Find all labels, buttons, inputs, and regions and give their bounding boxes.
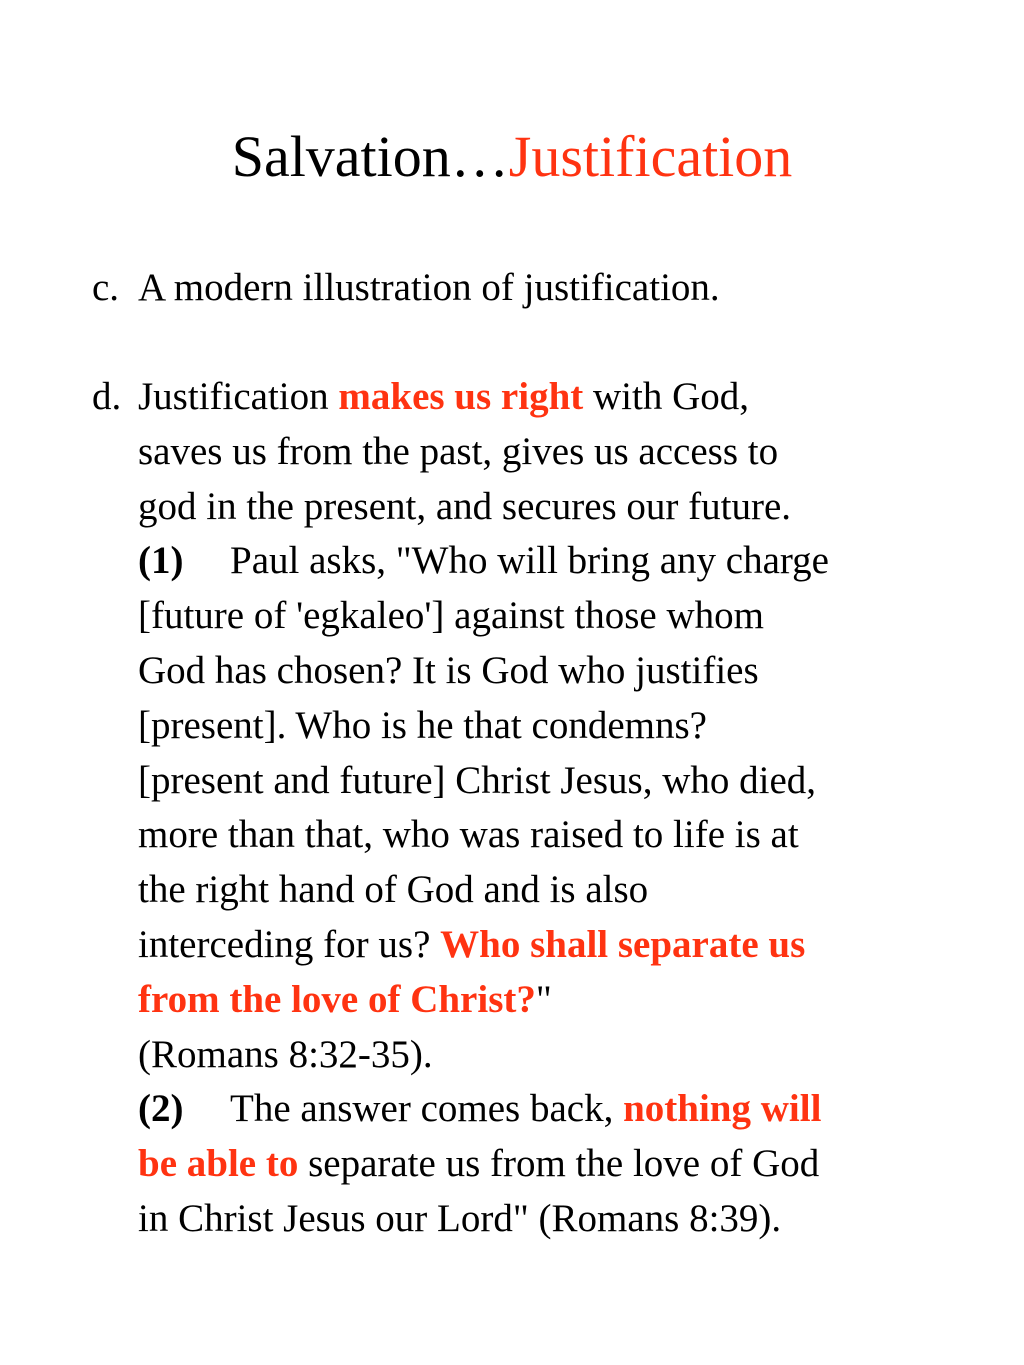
item-d-line-3: god in the present, and secures our future. <box>138 484 792 528</box>
point-1-line-5: [present and future] Christ Jesus, who died, <box>138 758 817 802</box>
item-d-intro-end: with God, <box>583 375 749 418</box>
point-1-line-4: [present]. Who is he that condemns? <box>138 703 707 747</box>
point-1-line-2: [future of 'egkaleo'] against those whom <box>138 594 764 638</box>
item-d-line-2: saves us from the past, gives us access to <box>138 429 779 473</box>
title-main: Salvation… <box>231 124 509 189</box>
point-1-line-3: God has chosen? It is God who justifies <box>138 648 759 692</box>
point-1-highlight-9: from the love of Christ? <box>138 977 536 1021</box>
item-c-body <box>138 261 968 316</box>
point-1-highlight-8: Who shall separate us <box>440 922 806 966</box>
item-d-marker: d. <box>92 375 122 418</box>
item-d-line-1 <box>138 370 968 425</box>
item-d-intro-highlight: makes us right <box>338 375 584 418</box>
point-2-text-2: separate us from the love of God <box>298 1142 820 1186</box>
point-2-highlight-2: be able to <box>138 1142 299 1186</box>
point-1-line-6: more than that, who was raised to life is at <box>138 813 799 857</box>
point-2-line-1 <box>138 1082 968 1137</box>
point-2-label: (2) <box>138 1087 184 1131</box>
slide-title <box>0 122 1024 192</box>
point-1-citation: (Romans 8:32-35). <box>138 1032 433 1076</box>
point-1-text-9: " <box>535 977 552 1021</box>
title-accent: Justification <box>508 124 793 189</box>
item-d-body <box>138 370 968 1247</box>
item-c-marker: c. <box>92 266 120 309</box>
point-1-line-7: the right hand of God and is also <box>138 868 649 912</box>
point-1-text-8: interceding for us? <box>138 922 441 966</box>
point-2-line-3: in Christ Jesus our Lord" (Romans 8:39). <box>138 1196 782 1240</box>
item-c-text: A modern illustration of justification. <box>138 266 720 309</box>
point-2-text-1: The answer comes back, <box>230 1087 624 1131</box>
point-1-line-8 <box>138 918 968 973</box>
point-1-text-1: Paul asks, "Who will bring any charge <box>230 539 829 583</box>
point-2-line-2 <box>138 1137 968 1192</box>
point-2-highlight-1: nothing will <box>623 1087 822 1131</box>
point-1-line-9 <box>138 973 968 1028</box>
item-d-intro-start: Justification <box>138 375 339 418</box>
point-1-line-1 <box>138 534 968 589</box>
point-1-label: (1) <box>138 539 184 583</box>
